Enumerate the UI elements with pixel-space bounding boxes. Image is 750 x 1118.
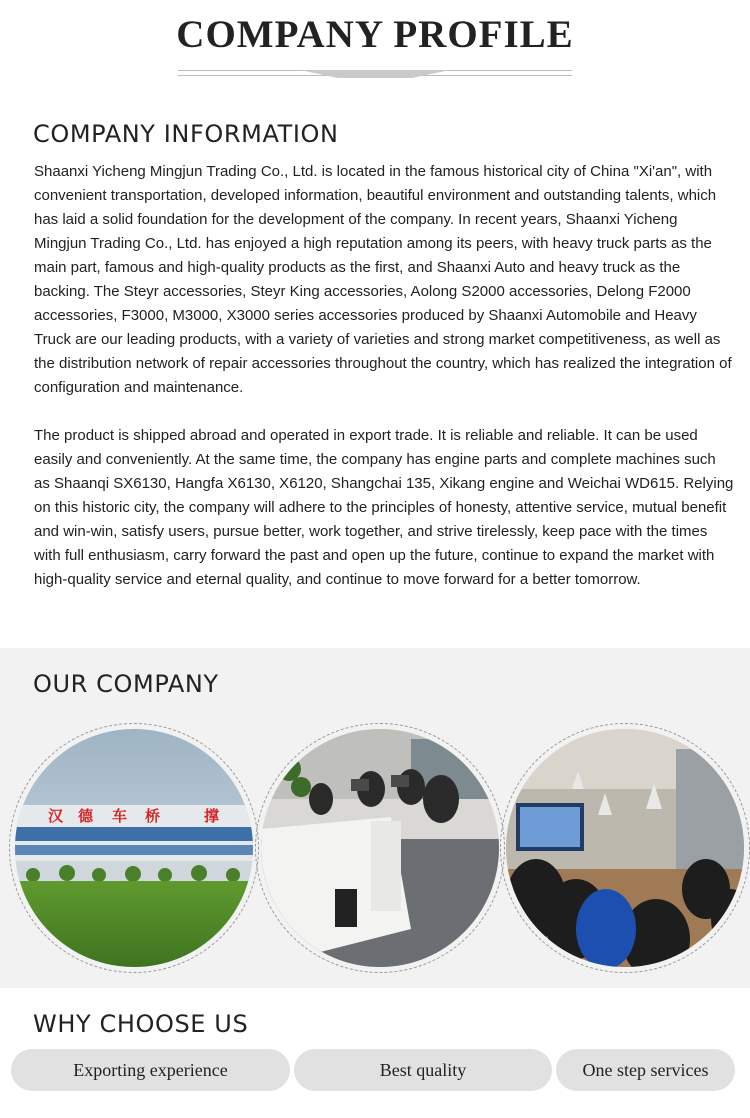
- office-photo-frame: [255, 723, 505, 973]
- company-information-section: [0, 100, 750, 648]
- exporting-experience-button[interactable]: Exporting experience: [11, 1049, 290, 1091]
- factory-photo-frame: [9, 723, 259, 973]
- header-divider-ornament: [300, 70, 450, 82]
- company-description-paragraph: Shaanxi Yicheng Mingjun Trading Co., Ltd. is located in the famous historical city of China "Xi'an", with convenient transportation, developed information, beautiful environment and outstanding talents, which has laid a solid foundation for the development of the company. In recent years, Shaanxi Yicheng Mingjun Trading Co., Ltd. has enjoyed a high reputation among its peers, with heavy truck parts as the main part, famous and high-quality products as the first, and Shaanxi Auto and heavy truck as the backing. The Steyr accessories, Steyr King accessories, Aolong S2000 accessories, Delong F2000 accessories, F3000, M3000, X3000 series accessories produced by Shaanxi Automobile and Heavy Truck are our leading products, with a variety of varieties and strong market competitiveness, as well as the distribution network of repair accessories throughout the country, which has realized the integration of configuration and maintenance.: [34, 163, 732, 396]
- company-products-paragraph: The product is shipped abroad and operated in export trade. It is reliable and reliable. It can be used easily and conveniently. At the same time, the company has engine parts and complete machines such as Shaanqi SX6130, Hangfa X6130, X6120, Shangchai 135, Xikang engine and Weichai WD615. Relying on this historic city, the company will adhere to the principles of honesty, attentive service, mutual benefit and win-win, satisfy users, pursue better, work together, and strive tirelessly, keep pace with the times with full enthusiasm, carry forward the past and open up the future, continue to expand the market with high-quality service and eternal quality, and continue to move forward for a better tomorrow.: [34, 427, 734, 588]
- section-title-why-choose-us: WHY CHOOSE US: [33, 1010, 249, 1038]
- sign-char: 撑: [204, 807, 220, 825]
- why-choose-us-section: [0, 988, 750, 1118]
- section-title-company-information: COMPANY INFORMATION: [33, 120, 339, 148]
- sign-char: 德: [78, 807, 94, 825]
- factory-photo: [15, 729, 253, 967]
- page-title: COMPANY PROFILE: [176, 13, 574, 56]
- our-company-section: [0, 648, 750, 988]
- best-quality-button[interactable]: Best quality: [294, 1049, 552, 1091]
- sign-char: 桥: [145, 807, 161, 825]
- sign-char: 车: [112, 807, 128, 825]
- meeting-photo-frame: [500, 723, 750, 973]
- office-photo: [261, 729, 499, 967]
- profile-header: [0, 0, 750, 100]
- section-title-our-company: OUR COMPANY: [33, 670, 219, 698]
- sign-char: 汉: [48, 807, 64, 825]
- one-step-services-button[interactable]: One step services: [556, 1049, 735, 1091]
- meeting-photo: [506, 729, 744, 967]
